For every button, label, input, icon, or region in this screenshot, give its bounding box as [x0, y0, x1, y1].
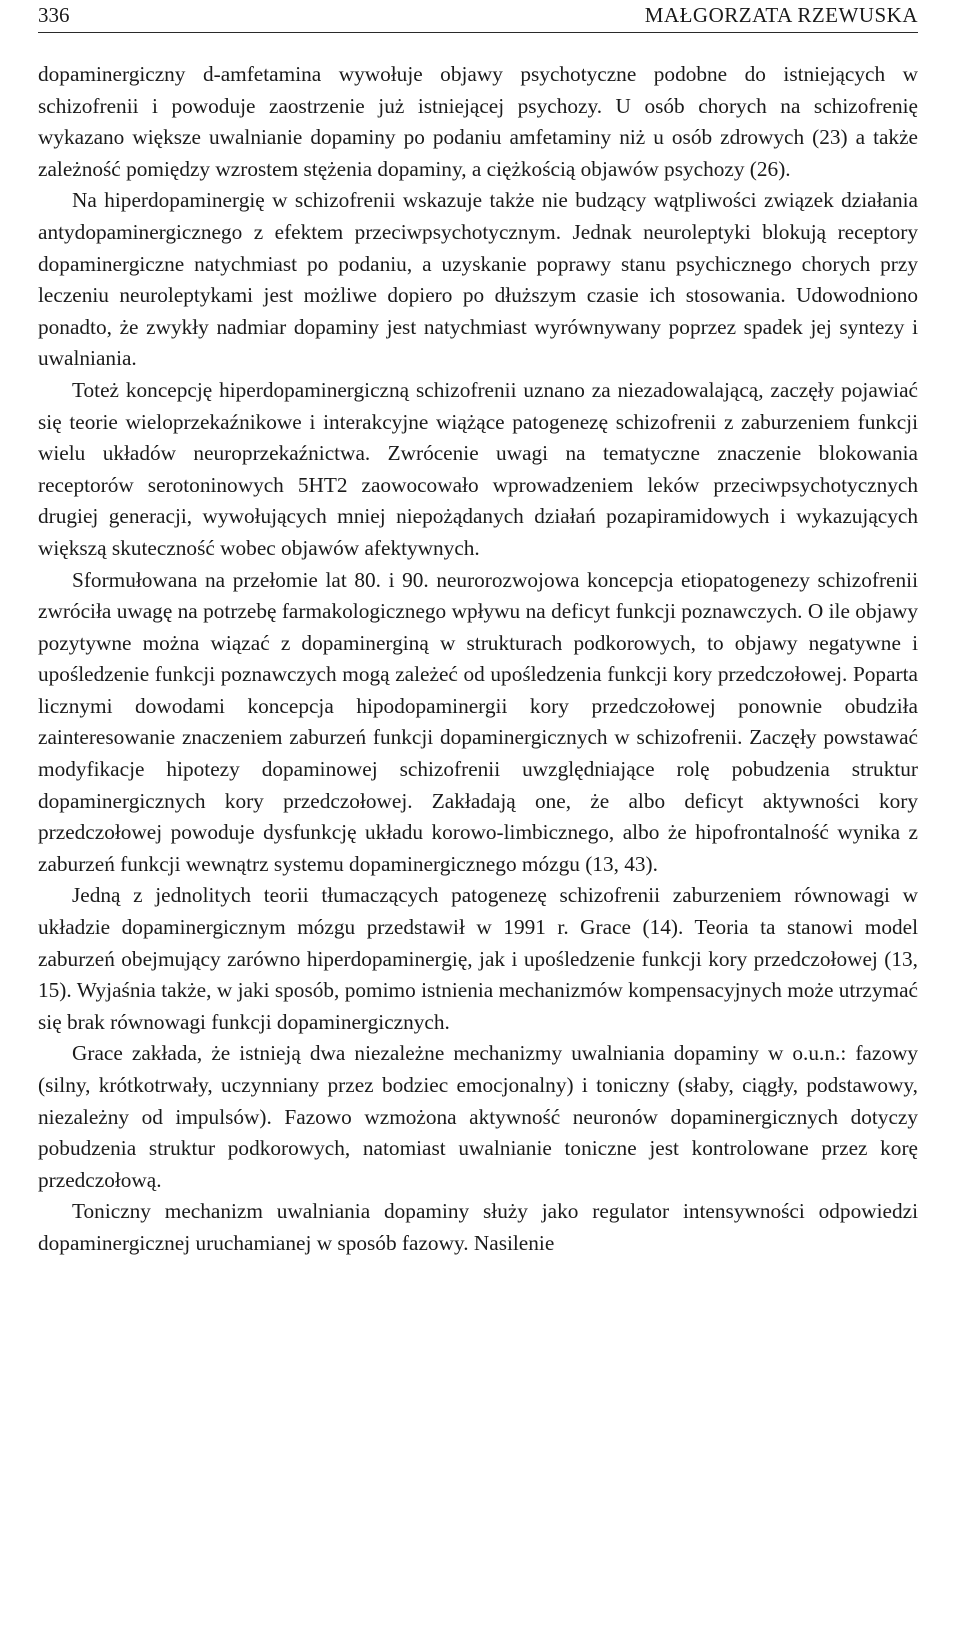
body-text — [38, 59, 918, 1260]
document-page — [38, 0, 918, 1260]
running-header — [38, 0, 918, 33]
running-header-author: MAŁGORZATA RZEWUSKA — [644, 3, 918, 27]
paragraph: Sformułowana na przełomie lat 80. i 90. neurorozwojowa koncepcja etiopatogenezy schizofrenii zwróciła uwagę na potrzebę farmakologicznego wpływu na deficyt funkcji poznawczych. O ile objawy pozytywne można wiązać z dopaminerginą w strukturach podkorowych, to objawy negatywne i upośledzenie funkcji poznawczych mogą zależeć od upośledzenia funkcji kory przedczołowej. Poparta licznymi dowodami koncepcja hipodopaminergii kory przedczołowej ponownie obudziła zainteresowanie znaczeniem zaburzeń funkcji dopaminergicznych w schizofrenii. Zaczęły powstawać modyfikacje hipotezy dopaminowej schizofrenii uwzględniające rolę pobudzenia struktur dopaminergicznych kory przedczołowej. Zakładają one, że albo deficyt aktywności kory przedczołowej powoduje dysfunkcję układu korowo-limbicznego, albo że hipofrontalność wynika z zaburzeń funkcji wewnątrz systemu dopaminergicznego mózgu (13, 43). — [38, 567, 918, 876]
paragraph: dopaminergiczny d-amfetamina wywołuje objawy psychotyczne podobne do istniejących w schizofrenii i powoduje zaostrzenie już istniejącej psychozy. U osób chorych na schizofrenię wykazano większe uwalnianie dopaminy po podaniu amfetaminy niż u osób zdrowych (23) a także zależność pomiędzy wzrostem stężenia dopaminy, a ciężkością objawów psychozy (26). — [38, 62, 918, 181]
paragraph: Jedną z jednolitych teorii tłumaczących patogenezę schizofrenii zaburzeniem równowagi w układzie dopaminergicznym mózgu przedstawił w 1991 r. Grace (14). Teoria ta stanowi model zaburzeń obejmujący zarówno hiperdopaminergię, jak i upośledzenie funkcji kory przedczołowej (13, 15). Wyjaśnia także, w jaki sposób, pomimo istnienia mechanizmów kompensacyjnych może utrzymać się brak równowagi funkcji dopaminergicznych. — [38, 883, 918, 1034]
page-number: 336 — [38, 3, 70, 27]
paragraph: Toteż koncepcję hiperdopaminergiczną schizofrenii uznano za niezadowalającą, zaczęły pojawiać się teorie wieloprzekaźnikowe i interakcyjne wiążące patogenezę schizofrenii z zaburzeniem funkcji wielu układów neuroprzekaźnictwa. Zwrócenie uwagi na tematyczne znaczenie blokowania receptorów serotoninowych 5HT2 zaowocowało wprowadzeniem leków przeciwpsychotycznych drugiej generacji, wywołujących mniej niepożądanych działań pozapiramidowych i wykazujących większą skuteczność wobec objawów afektywnych. — [38, 377, 918, 560]
paragraph: Toniczny mechanizm uwalniania dopaminy służy jako regulator intensywności odpowiedzi dopaminergicznej uruchamianej w sposób fazowy. Nasilenie — [38, 1199, 918, 1255]
paragraph: Grace zakłada, że istnieją dwa niezależne mechanizmy uwalniania dopaminy w o.u.n.: fazowy (silny, krótkotrwały, uczynniany przez bodziec emocjonalny) i toniczny (słaby, ciągły, podstawowy, niezależny od impulsów). Fazowo wzmożona aktywność neuronów dopaminergicznych dotyczy pobudzenia struktur podkorowych, natomiast uwalnianie toniczne jest kontrolowane przez korę przedczołową. — [38, 1041, 918, 1192]
paragraph: Na hiperdopaminergię w schizofrenii wskazuje także nie budzący wątpliwości związek działania antydopaminergicznego z efektem przeciwpsychotycznym. Jednak neuroleptyki blokują receptory dopaminergiczne natychmiast po podaniu, a uzyskanie poprawy stanu psychicznego chorych przy leczeniu neuroleptykami jest możliwe dopiero po dłuższym czasie ich stosowania. Udowodniono ponadto, że zwykły nadmiar dopaminy jest natychmiast wyrównywany poprzez spadek jej syntezy i uwalniania. — [38, 188, 918, 371]
